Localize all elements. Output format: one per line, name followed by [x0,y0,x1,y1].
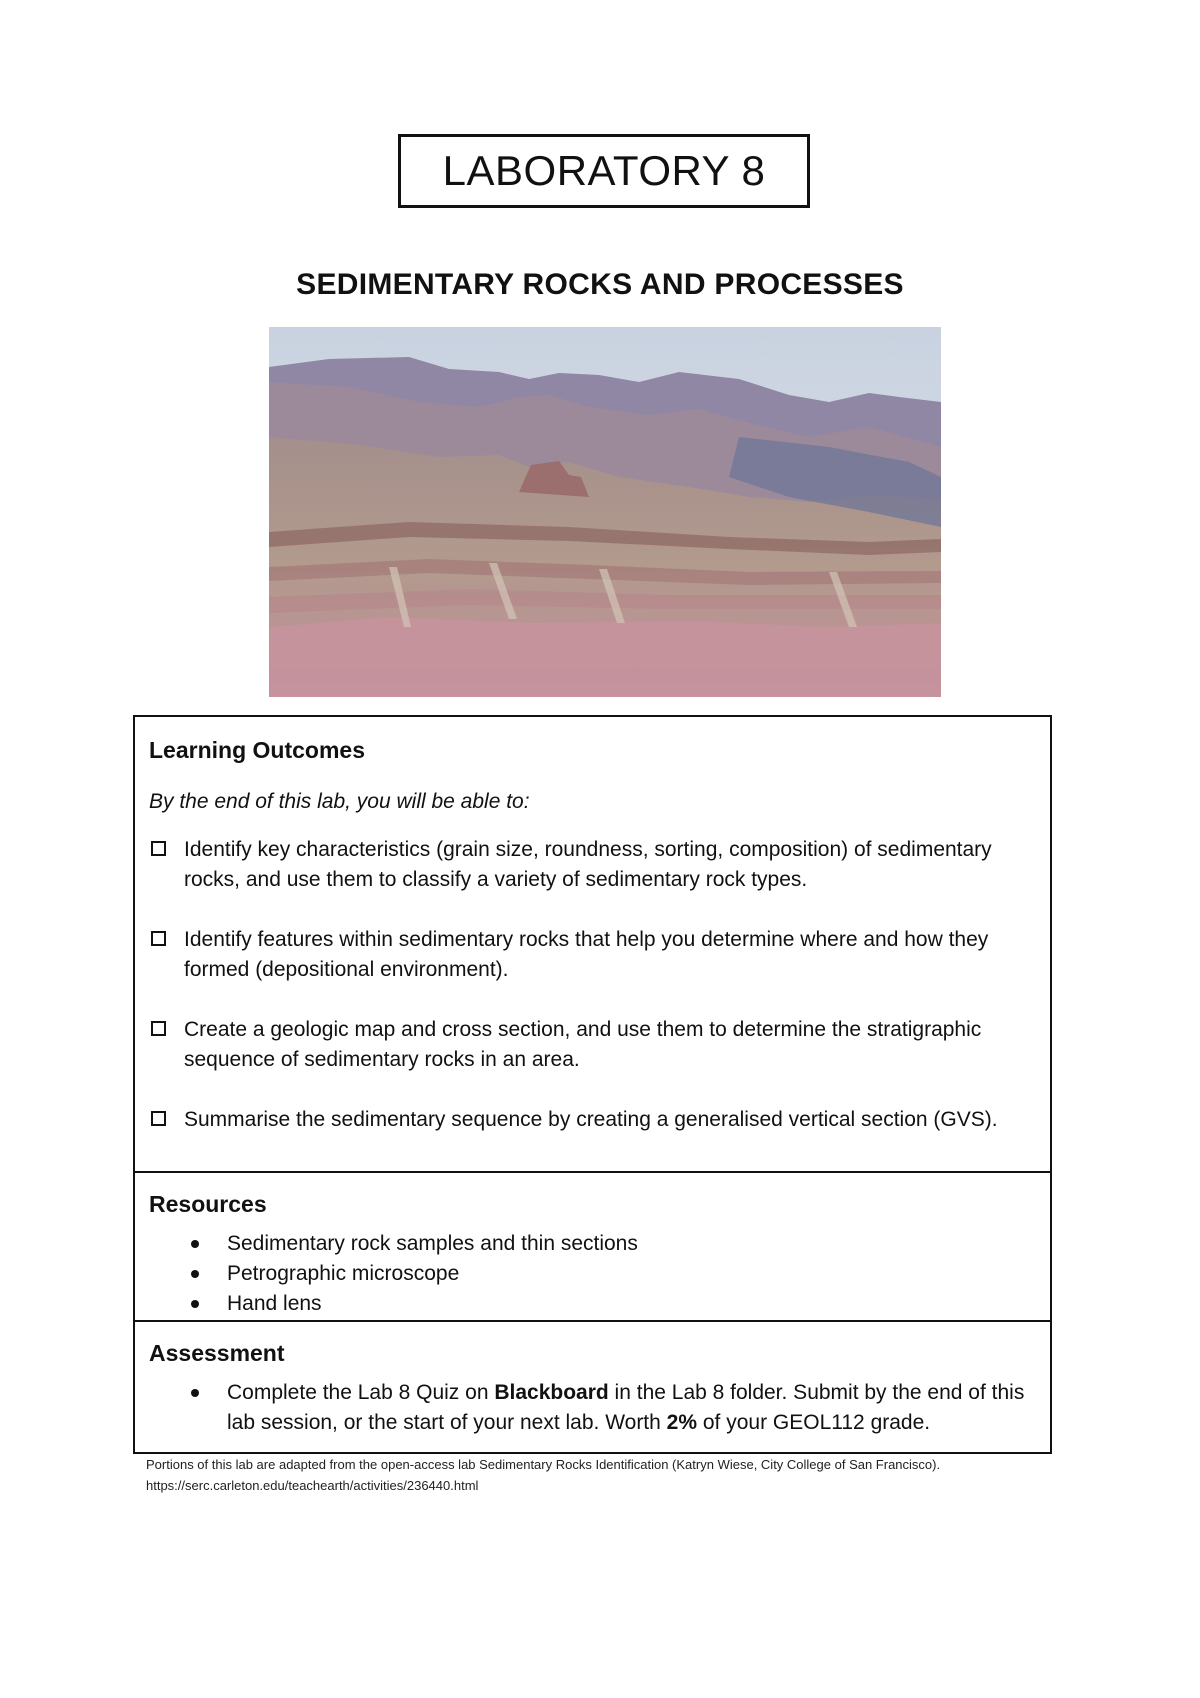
bullet-icon [191,1270,199,1278]
resources-heading: Resources [149,1191,267,1217]
outcome-item [149,925,1036,985]
outcome-text: Create a geologic map and cross section, and use them to determine the stratigraphic sequence of sedimentary rocks in an area. [184,1018,982,1071]
outcome-text: Summarise the sedimentary sequence by creating a generalised vertical section (GVS). [184,1108,998,1131]
outcome-item [149,835,1036,895]
resources-list [149,1229,1036,1319]
list-item [149,1378,1036,1438]
learning-outcomes-heading: Learning Outcomes [149,737,365,763]
assessment-list [149,1378,1036,1438]
resources-section [135,1173,1050,1322]
resource-text: Petrographic microscope [227,1262,460,1285]
lab-number-box [398,134,810,208]
list-item [149,1229,1036,1259]
list-item [149,1289,1036,1319]
assessment-section [135,1322,1050,1452]
list-item [149,1259,1036,1289]
grade-weight: 2% [666,1411,698,1434]
bullet-icon [191,1389,199,1397]
lab-number: LABORATORY 8 [442,147,766,194]
footnote [146,1454,1046,1496]
footnote-attribution: Portions of this lab are adapted from the open-access lab Sedimentary Rocks Identification (Katryn Wiese, City College of San Francisco). [146,1457,941,1472]
assessment-text-part: in the Lab 8 folder. Submit by the end of this lab session, or the start of your next lab. Worth [227,1381,1025,1434]
checkbox-icon [151,841,166,856]
outcome-item [149,1015,1036,1075]
outcome-text: Identify features within sedimentary rocks that help you determine where and how they formed (depositional environment). [184,928,989,981]
outcome-text: Identify key characteristics (grain size, roundness, sorting, composition) of sedimentary rocks, and use them to classify a variety of sedimentary rock types. [184,838,992,891]
bullet-icon [191,1300,199,1308]
assessment-text [227,1378,1036,1438]
canyon-photo [269,327,941,697]
checkbox-icon [151,1111,166,1126]
blackboard-emphasis: Blackboard [494,1381,609,1404]
checkbox-icon [151,931,166,946]
learning-outcomes-intro: By the end of this lab, you will be able to: [149,790,530,813]
assessment-heading: Assessment [149,1340,285,1366]
outcome-item [149,1105,1036,1135]
info-table [133,715,1052,1454]
resource-text: Hand lens [227,1292,322,1315]
checkbox-icon [151,1021,166,1036]
footnote-url[interactable]: https://serc.carleton.edu/teachearth/activities/236440.html [146,1478,479,1493]
resource-text: Sedimentary rock samples and thin sections [227,1232,638,1255]
assessment-text-part: of your GEOL112 grade. [697,1411,931,1434]
assessment-text-part: Complete the Lab 8 Quiz on [227,1381,495,1404]
bullet-icon [191,1240,199,1248]
page-title: SEDIMENTARY ROCKS AND PROCESSES [296,268,904,301]
learning-outcomes-section [135,717,1050,1173]
